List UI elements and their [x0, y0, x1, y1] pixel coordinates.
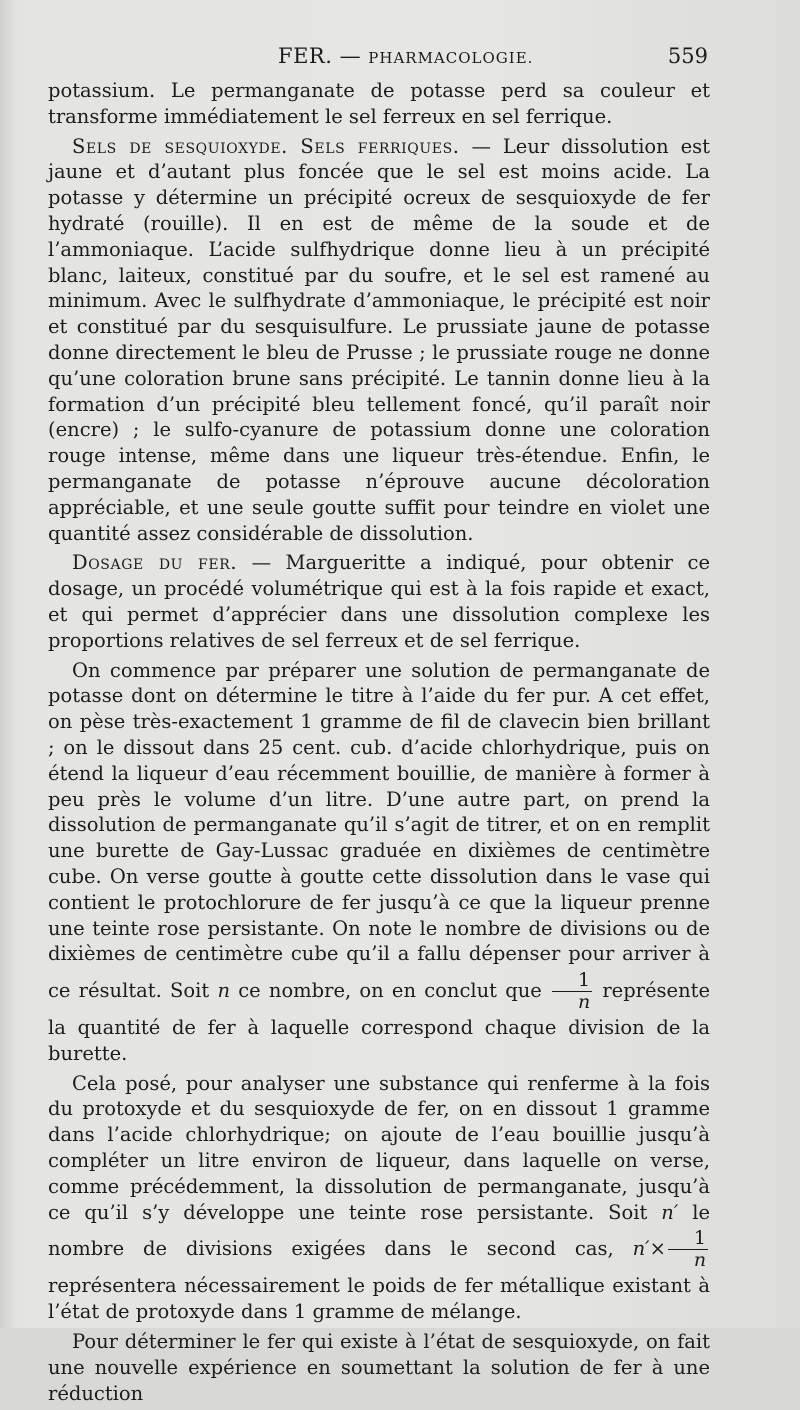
- fraction-denominator: n: [577, 991, 591, 1014]
- paragraph-ferric-salts: [48, 134, 710, 547]
- paragraph-analysis-text: Cela posé, pour analyser une substance qui renferme à la fois du protoxyde et du sesquioxyde de fer, on en dissout 1 gramme dans l’acide chlorhydrique; on ajoute de l’eau bouillie jusqu’à compléter un litre environ de liqueur, dans laquelle on verse, comme précédemment, la dissolution de permanganate, jusqu’à ce qu’il s’y développe une teinte rose persistante. Soit: [48, 1071, 710, 1224]
- section-heading-iron-dosage: Dosage du fer.: [72, 551, 238, 575]
- page-number: 559: [667, 44, 708, 68]
- paragraph-analysis: [48, 1071, 710, 1325]
- fraction-one-over-n: [552, 971, 592, 1012]
- running-head-title: FER.: [278, 44, 333, 68]
- variable-n-prime: n′: [661, 1200, 679, 1224]
- formula-line-1: [217, 969, 602, 1014]
- section-heading-ferric-salts: Sels de sesquioxyde. Sels ferriques.: [72, 134, 460, 158]
- fraction-numerator: 1: [552, 971, 592, 992]
- paragraph-sesquioxide-determination: [48, 1329, 710, 1406]
- paragraph-titration-method: [48, 658, 710, 1067]
- formula-n-prime: n′: [632, 1237, 650, 1261]
- fraction-numerator: 1: [668, 1229, 708, 1250]
- paragraph-titration-text: On commence par préparer une solution de permanganate de potasse dont on détermine le titre à l’aide du fer pur. A cet effet, on pèse très-exactement 1 gramme de fil de clavecin bien brillant ; on le dissout dans 25 cent. cub. d’acide chlorhydrique, puis on étend la liqueur d’eau récemment bouillie, de manière à former à peu près le volume d’un litre. D’une autre part, on prend la dissolution de permanganate qu’il s’agit de titrer, et on en remplit une burette de Gay-Lussac graduée en dixièmes de centimètre cube. On verse goutte à goutte cette dissolution dans le vase qui contient le protochlorure de fer jusqu’à ce que la liqueur prenne une teinte rose persistante. On note le nombre de divisions ou de dixièmes de centimètre cube qu’il a fallu dépenser pour arriver à ce résultat. Soit: [48, 658, 710, 1003]
- paragraph-ferric-salts-text: Leur dissolution est jaune et d’autant plus foncée que le sel est moins acide. La potasse y détermine un précipité ocreux de sesquioxyde de fer hydraté (rouille). Il en est de même de la soude et de l’ammoniaque. L’acide sulfhydrique donne lieu à un précipité blanc, laiteux, constitué par du soufre, et le sel est ramené au minimum. Avec le sulfhydrate d’ammoniaque, le précipité est noir et constitué par du sesquisulfure. Le prussiate jaune de potasse donne directement le bleu de Prusse ; le prussiate rouge ne donne qu’une coloration brune sans précipité. Le tannin donne lieu à la formation d’un précipité bleu tellement foncé, qu’il paraît noir (encre) ; le sulfo-cyanure de potassium donne une coloration rouge intense, même dans une liqueur très-étendue. Enfin, le permanganate de potasse n’éprouve aucune décoloration appréciable, et une seule goutte suffit pour teindre en violet une quantité assez considérable de dissolution.: [48, 134, 710, 545]
- paragraph-analysis-after-var: le nombre de divisions exigées dans le second cas,: [48, 1200, 711, 1261]
- running-head-separator: —: [339, 44, 362, 68]
- body-text: [48, 78, 710, 1410]
- heading-dash: —: [471, 134, 491, 158]
- heading-dash: —: [251, 551, 272, 575]
- running-head-section: PHARMACOLOGIE.: [368, 49, 534, 67]
- paragraph-iron-dosage-text: Margueritte a indiqué, pour obtenir ce dosage, un procédé volumétrique qui est à la fois rapide et exact, et qui permet d’apprécier dans une dissolution complexe les proportions relatives de sel ferreux et de sel ferrique.: [48, 551, 711, 652]
- formula-line-2: [632, 1227, 710, 1272]
- paragraph-sesquioxide-text: Pour déterminer le fer qui existe à l’état de sesquioxyde, on fait une nouvelle expérience en soumettant la solution de fer à une réduction: [48, 1330, 710, 1405]
- paragraph-1: [48, 78, 710, 130]
- fraction-one-over-n-2: [668, 1229, 708, 1270]
- page-header: [0, 44, 800, 74]
- paragraph-iron-dosage: [48, 550, 710, 653]
- formula-1-lead-text: ce nombre, on en conclut que: [238, 979, 542, 1003]
- formula-1-trail-text: représente la quantité de fer à laquelle correspond chaque division de la burette.: [48, 979, 711, 1065]
- paragraph-1-text: potassium. Le permanganate de potasse perd sa couleur et transforme immédiatement le sel ferreux en sel ferrique.: [48, 79, 710, 128]
- times-sign: ×: [649, 1237, 666, 1261]
- formula-2-trail-text: représentera nécessairement le poids de fer métallique existant à l’état de protoxyde dans 1 gramme de mélange.: [48, 1274, 710, 1324]
- variable-n: n: [217, 979, 230, 1003]
- fraction-denominator: n: [693, 1249, 707, 1272]
- running-head: [278, 44, 533, 68]
